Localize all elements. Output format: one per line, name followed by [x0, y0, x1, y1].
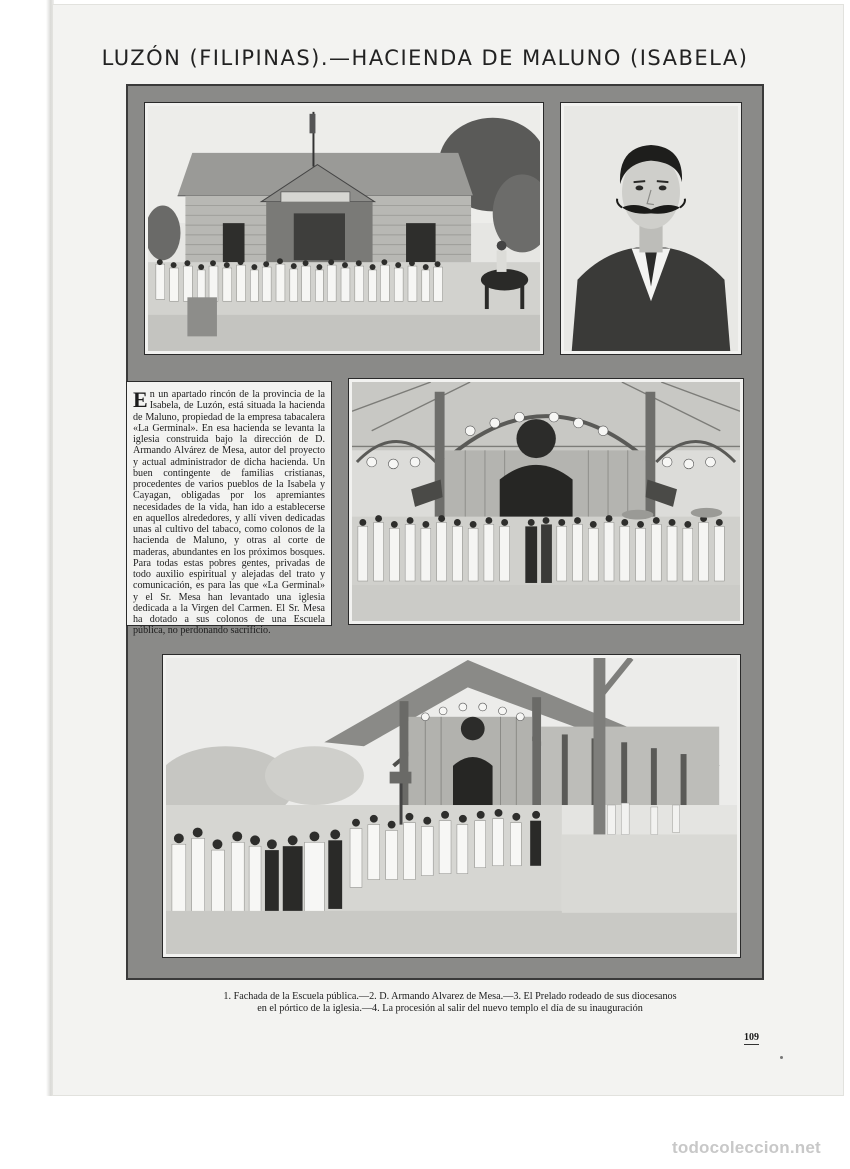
watermark: todocoleccion.net — [672, 1138, 821, 1157]
drop-cap: E — [133, 387, 148, 412]
photo-procession — [163, 655, 740, 957]
caption-line-2: en el pórtico de la iglesia.—4. La procesión al salir del nuevo templo el día de su inauguración — [257, 1003, 643, 1014]
caption-line-1: 1. Fachada de la Escuela pública.—2. D. Armando Alvarez de Mesa.—3. El Prelado rodeado de sus diocesanos — [223, 991, 677, 1002]
photo-portrait — [561, 103, 741, 354]
photo-school-facade — [145, 103, 543, 354]
article-body: n un apartado rincón de la provincia de la Isabela, de Luzón, está situada la hacienda de Maluno, propiedad de la empresa tabacalera «La Germinal». En esa hacienda se levanta la iglesia construida bajo la dirección de D. Armando Alvárez de Mesa, autor del proyecto y actual administrador de dicha hacienda. Un buen contingente de familias cristianas, procedentes de varios pueblos de la Isabela y Cayagan, obligadas por los apremiantes necesidades de la vida, han ido a establecerse en aquellos alrededores, y allí viven dedicadas unas al cultivo del tabaco, como colonos de la hacienda de Maluno, y otras al corte de maderas, abundantes en los próximos bosques. Para todas estas pobres gentes, privadas de todo auxilio espiritual y alejadas del trato y comunicación, es para las que «La Germinal» y el Sr. Mesa han levantado una iglesia dedicada a la Virgen del Carmen. El Sr. Mesa ha dotado a sus colonos de una Escuela pública, no perdonando sacrificio. — [133, 389, 325, 637]
article-text-box — [126, 381, 332, 637]
page-headline: LUZÓN (FILIPINAS).—HACIENDA DE MALUNO (ISABELA) — [101, 46, 749, 70]
scan-margin — [0, 1096, 850, 1169]
page-number: 109 — [744, 1032, 759, 1043]
figure-caption — [140, 991, 760, 1015]
scan-speck — [780, 1056, 783, 1059]
photo-church-portico — [349, 379, 743, 624]
article-paragraph — [133, 389, 325, 637]
